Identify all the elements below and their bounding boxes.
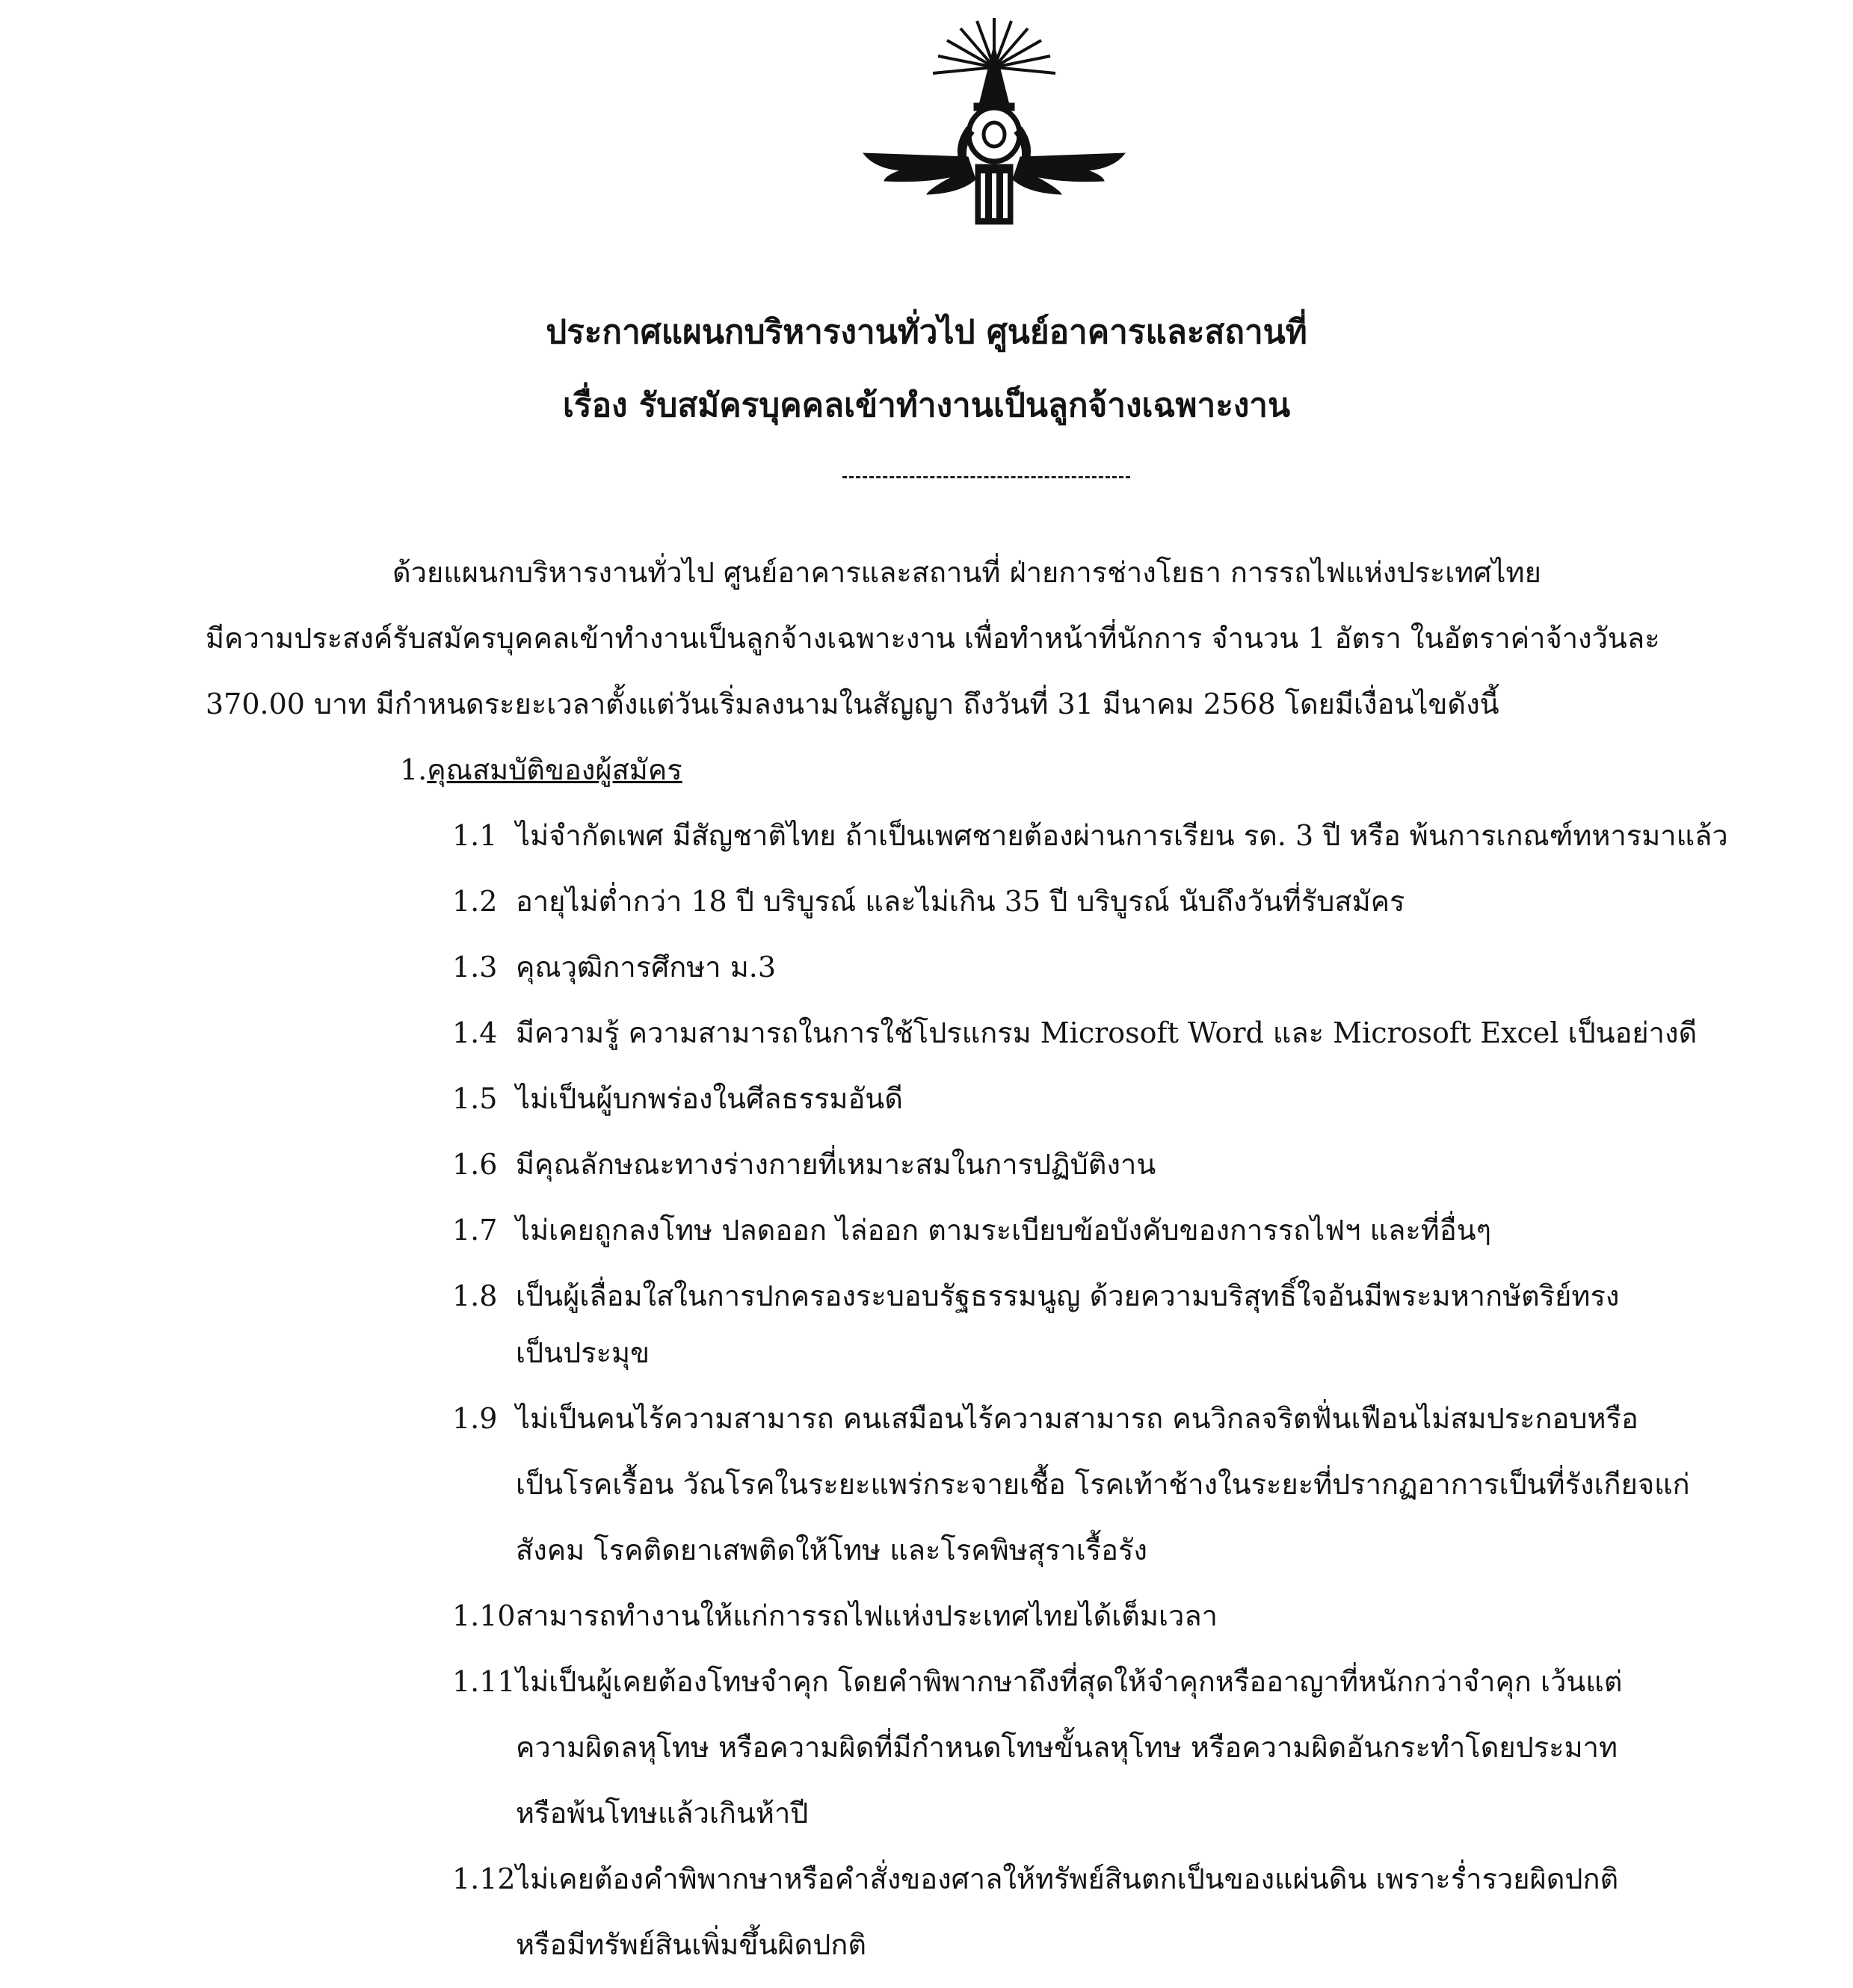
intro-line-3: 370.00 บาท มีกำหนดระยะเวลาตั้งแต่วันเริ่มลงนามในสัญญา ถึงวันที่ 31 มีนาคม 2568 โดยมีเงื่อนไขดังนี้ xyxy=(206,688,1499,720)
item-number: 1.10 xyxy=(452,1599,516,1632)
item-text: เป็นผู้เลื่อมใสในการปกครองระบอบรัฐธรรมนูญ ด้วยความบริสุทธิ์ใจอันมีพระมหากษัตริย์ทรง xyxy=(516,1279,1620,1312)
section-1-title: คุณสมบัติของผู้สมัคร xyxy=(427,753,682,786)
item-text-continued: หรือพ้นโทษแล้วเกินห้าปี xyxy=(516,1797,809,1830)
intro-line-1: ด้วยแผนกบริหารงานทั่วไป ศูนย์อาคารและสถานที่ ฝ่ายการช่างโยธา การรถไฟแห่งประเทศไทย xyxy=(392,556,1541,589)
item-text: ไม่เป็นผู้บกพร่องในศีลธรรมอันดี xyxy=(516,1082,903,1115)
item-text-continued: เป็นประมุข xyxy=(516,1336,650,1369)
section-1-heading xyxy=(400,750,682,789)
item-text: มีความรู้ ความสามารถในการใช้โปรแกรม Microsoft Word และ Microsoft Excel เป็นอย่างดี xyxy=(516,1016,1698,1049)
item-text-continued: ความผิดลหุโทษ หรือความผิดที่มีกำหนดโทษขั้นลหุโทษ หรือความผิดอันกระทำโดยประมาท xyxy=(516,1731,1618,1764)
item-text: สามารถทำงานให้แก่การรถไฟแห่งประเทศไทยได้เต็มเวลา xyxy=(516,1599,1218,1632)
item-text: คุณวุฒิการศึกษา ม.3 xyxy=(516,951,776,984)
intro-line-2: มีความประสงค์รับสมัครบุคคลเข้าทำงานเป็นลูกจ้างเฉพาะงาน เพื่อทำหน้าที่นักการ จำนวน 1 อัตรา ในอัตราค่าจ้างวันละ xyxy=(206,622,1660,655)
item-text: ไม่เคยต้องคำพิพากษาหรือคำสั่งของศาลให้ทรัพย์สินตกเป็นของแผ่นดิน เพราะร่ำรวยผิดปกติ xyxy=(516,1862,1619,1895)
item-text-continued: หรือมีทรัพย์สินเพิ่มขึ้นผิดปกติ xyxy=(516,1928,867,1961)
item-text: ไม่จำกัดเพศ มีสัญชาติไทย ถ้าเป็นเพศชายต้องผ่านการเรียน รด. 3 ปี หรือ พ้นการเกณฑ์ทหารมาแล้ว xyxy=(516,819,1728,852)
item-number: 1.11 xyxy=(452,1665,516,1698)
state-railway-emblem xyxy=(848,15,1140,235)
item-number: 1.3 xyxy=(452,951,498,984)
item-text: อายุไม่ต่ำกว่า 18 ปี บริบูรณ์ และไม่เกิน 35 ปี บริบูรณ์ นับถึงวันที่รับสมัคร xyxy=(516,885,1405,918)
item-text: ไม่เป็นคนไร้ความสามารถ คนเสมือนไร้ความสามารถ คนวิกลจริตฟั่นเฟือนไม่สมประกอบหรือ xyxy=(516,1402,1638,1435)
item-number: 1.12 xyxy=(452,1862,516,1895)
item-number: 1.9 xyxy=(452,1402,498,1435)
item-text-continued: เป็นโรคเรื้อน วัณโรคในระยะแพร่กระจายเชื้อ โรคเท้าช้างในระยะที่ปรากฏอาการเป็นที่รังเกียจแก่ xyxy=(516,1468,1690,1501)
item-number: 1.7 xyxy=(452,1214,498,1247)
item-number: 1.5 xyxy=(452,1082,498,1115)
section-1-number: 1. xyxy=(400,753,428,786)
title-divider xyxy=(842,476,1130,478)
item-number: 1.8 xyxy=(452,1279,498,1312)
announcement-subject: เรื่อง รับสมัครบุคคลเข้าทำงานเป็นลูกจ้างเฉพาะงาน xyxy=(562,386,1291,425)
item-text: มีคุณลักษณะทางร่างกายที่เหมาะสมในการปฏิบัติงาน xyxy=(516,1148,1156,1181)
announcement-title: ประกาศแผนกบริหารงานทั่วไป ศูนย์อาคารและสถานที่ xyxy=(546,313,1307,351)
item-number: 1.2 xyxy=(452,885,498,918)
item-number: 1.4 xyxy=(452,1016,498,1049)
item-text-continued: สังคม โรคติดยาเสพติดให้โทษ และโรคพิษสุราเรื้อรัง xyxy=(516,1534,1147,1566)
item-number: 1.1 xyxy=(452,819,498,852)
item-number: 1.6 xyxy=(452,1148,498,1181)
item-text: ไม่เคยถูกลงโทษ ปลดออก ไล่ออก ตามระเบียบข้อบังคับของการรถไฟฯ และที่อื่นๆ xyxy=(516,1214,1492,1247)
item-text: ไม่เป็นผู้เคยต้องโทษจำคุก โดยคำพิพากษาถึงที่สุดให้จำคุกหรืออาญาที่หนักกว่าจำคุก เว้นแต่ xyxy=(516,1665,1623,1698)
